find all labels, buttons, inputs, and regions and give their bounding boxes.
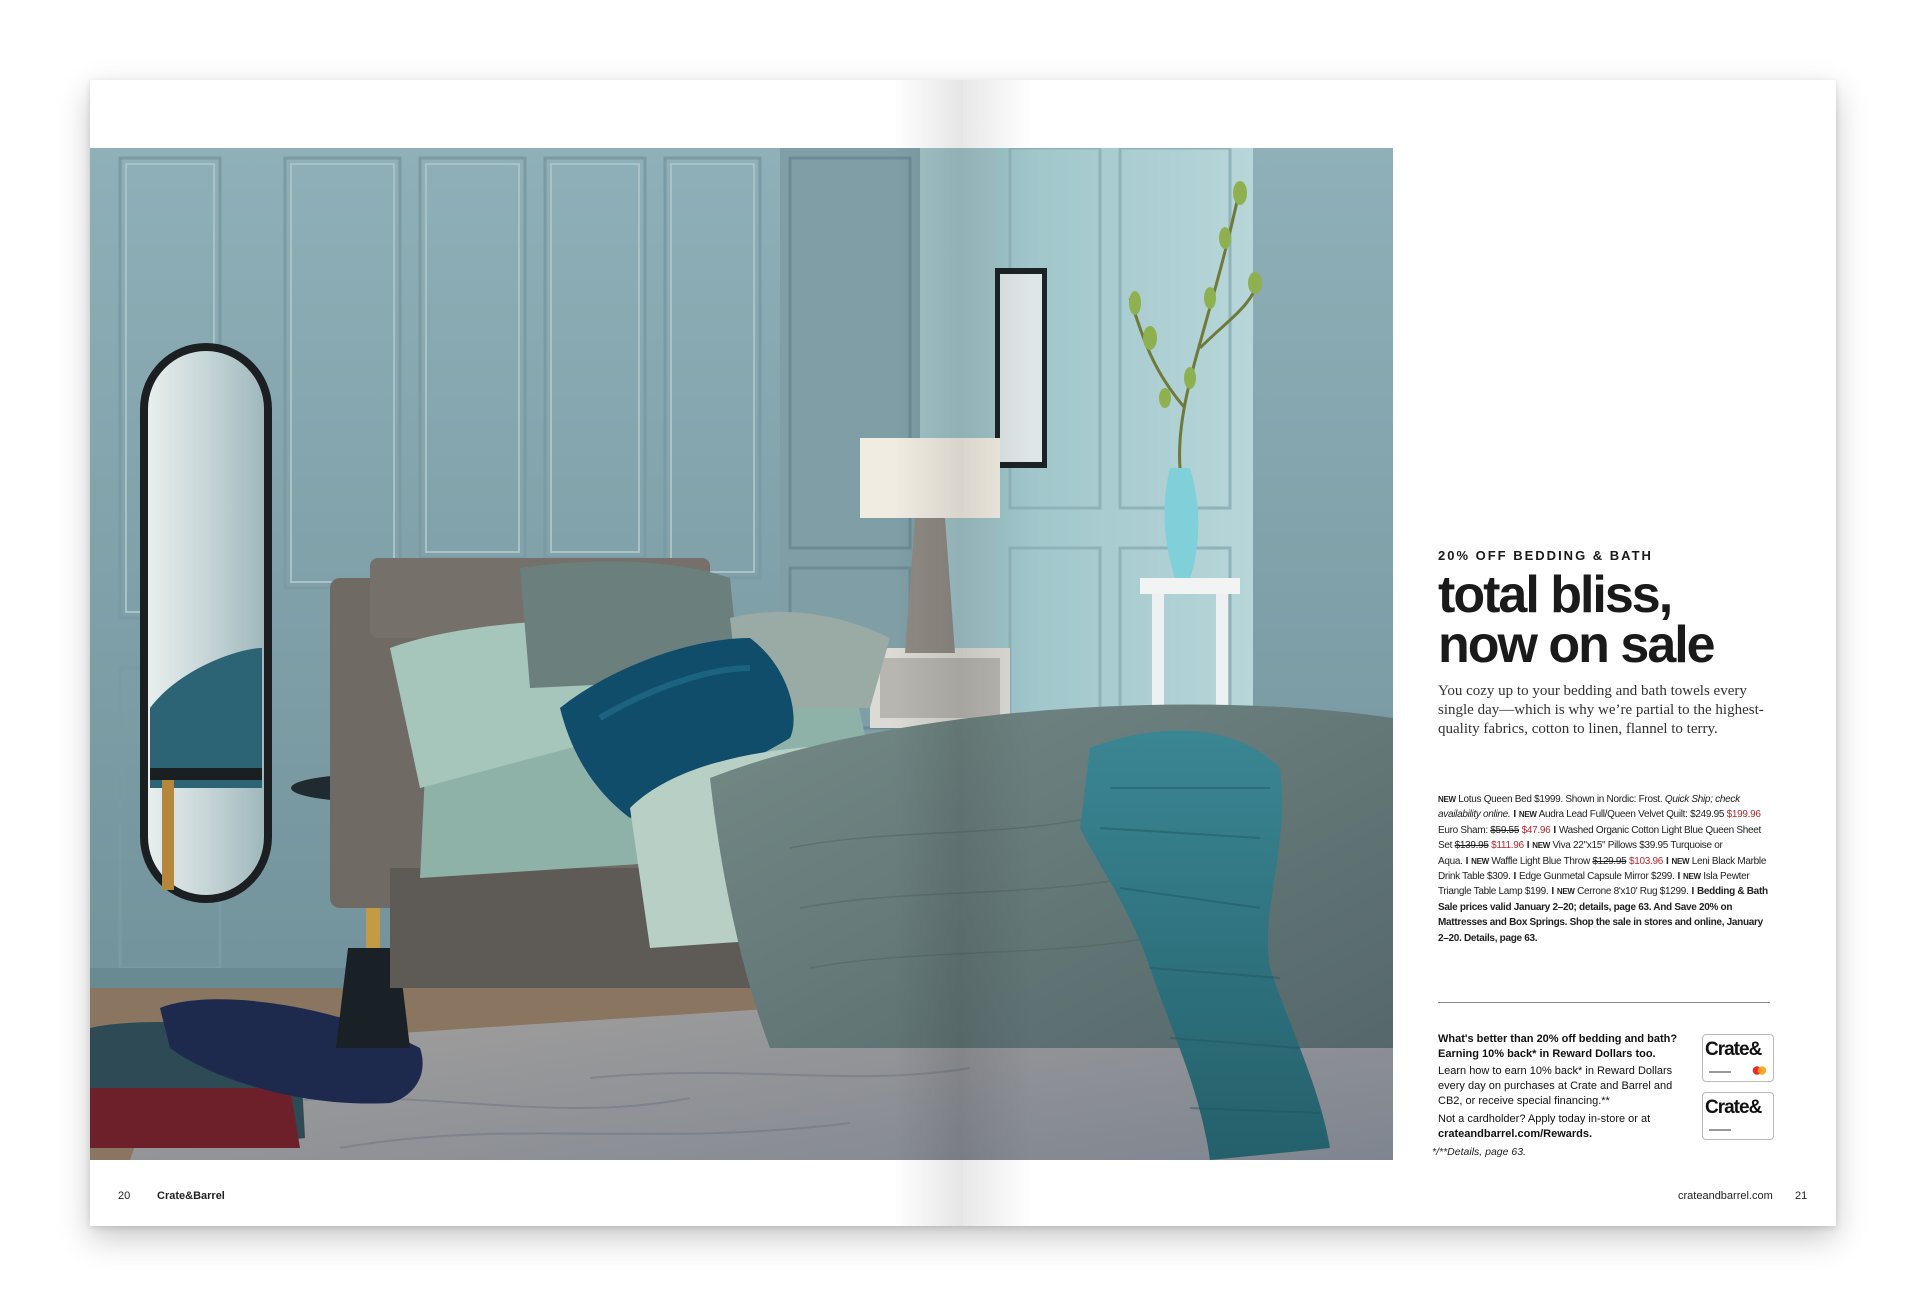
rewards-link[interactable]: crateandbarrel.com/Rewards. [1438, 1128, 1593, 1140]
sale-price: $111.96 [1491, 840, 1524, 852]
credit-item: Audra Lead Full/Queen Velvet Quilt: $249.95 [1538, 809, 1725, 821]
credit-item: Lotus Queen Bed $1999. Shown in Nordic: Frost. [1458, 794, 1663, 805]
new-tag: NEW [1471, 856, 1489, 866]
headline [1438, 566, 1776, 674]
eyebrow-label: 20% OFF BEDDING & BATH [1438, 548, 1653, 563]
rewards-cta-text: Not a cardholder? Apply today in-store or at [1438, 1113, 1651, 1125]
section-divider [1438, 1002, 1770, 1003]
credit-item: Cerrone 8'x10' Rug $1299. [1577, 886, 1689, 898]
new-tag: NEW [1518, 810, 1537, 820]
card-name-line [1709, 1071, 1731, 1073]
new-tag: NEW [1671, 856, 1690, 866]
card-logo: Crate& [1705, 1039, 1762, 1060]
credit-separator: I [1551, 886, 1554, 898]
page-number-left: 20 [118, 1190, 131, 1202]
credit-card-mastercard [1702, 1034, 1774, 1082]
sale-terms: Bedding & Bath Sale prices valid January 2–20; details, page 63. And Save 20% on Mattresses and Box Springs. Shop the sale in stores and online, January 2–20. Details, page 63. [1438, 886, 1768, 944]
credit-item: Waffle Light Blue Throw [1491, 855, 1590, 867]
credit-separator: I [1526, 840, 1530, 852]
page-number-right: 21 [1795, 1190, 1808, 1202]
credit-item: Viva 22"x15" Pillows $39.95 Turquoise or Aqua. [1438, 840, 1723, 867]
sale-price: $199.96 [1726, 809, 1761, 821]
credit-separator: I [1666, 855, 1669, 867]
original-price: $59.55 [1490, 824, 1520, 836]
credit-separator: I [1553, 824, 1556, 836]
credit-item: Euro Sham: [1438, 824, 1488, 836]
credit-separator: I [1691, 886, 1694, 898]
credit-card-store [1702, 1092, 1774, 1140]
credit-separator: I [1465, 855, 1469, 867]
brand-wordmark: Crate&Barrel [157, 1190, 225, 1202]
rewards-headline: What's better than 20% off bedding and bath? Earning 10% back* in Reward Dollars too. [1438, 1033, 1678, 1060]
new-tag: NEW [1438, 795, 1456, 804]
website-link[interactable]: crateandbarrel.com [1678, 1190, 1773, 1202]
bedroom-photo [90, 148, 1393, 1160]
original-price: $129.95 [1592, 855, 1627, 867]
credit-item: Edge Gunmetal Capsule Mirror $299. [1519, 871, 1675, 883]
card-logo: Crate& [1705, 1097, 1762, 1118]
card-name-line [1709, 1129, 1731, 1131]
headline-line-2: now on sale [1438, 616, 1714, 674]
credit-separator: I [1513, 809, 1516, 821]
credit-item: Washed Organic Cotton Light Blue Queen Sheet Set [1438, 824, 1761, 852]
credit-item: Isla Pewter Triangle Table Lamp $199. [1438, 871, 1750, 898]
headline-line-1: total bliss, [1438, 566, 1672, 624]
credit-separator: I [1513, 871, 1517, 883]
credit-separator: I [1677, 871, 1680, 883]
credit-item: Leni Black Marble Drink Table $309. [1438, 855, 1767, 883]
bedroom-scene-illustration [90, 148, 1393, 1160]
credit-note: Quick Ship; check availability online. [1438, 794, 1740, 821]
deck-paragraph: You cozy up to your bedding and bath towels every single day—which is why we’re partial to the highest-quality fabrics, cotton to linen, flannel to terry. [1438, 683, 1764, 737]
rewards-body: Learn how to earn 10% back* in Reward Dollars every day on purchases at Crate and Barrel and CB2, or receive special financing.** [1438, 1065, 1673, 1107]
new-tag: NEW [1556, 887, 1575, 897]
new-tag: NEW [1682, 872, 1701, 882]
rewards-cta [1438, 1112, 1688, 1142]
sale-price: $103.96 [1628, 855, 1663, 867]
mastercard-icon [1752, 1066, 1767, 1075]
footnote: */**Details, page 63. [1432, 1146, 1526, 1158]
sale-price: $47.96 [1521, 824, 1551, 836]
product-credits [1438, 792, 1774, 946]
new-tag: NEW [1532, 841, 1550, 851]
original-price: $139.95 [1454, 840, 1489, 852]
